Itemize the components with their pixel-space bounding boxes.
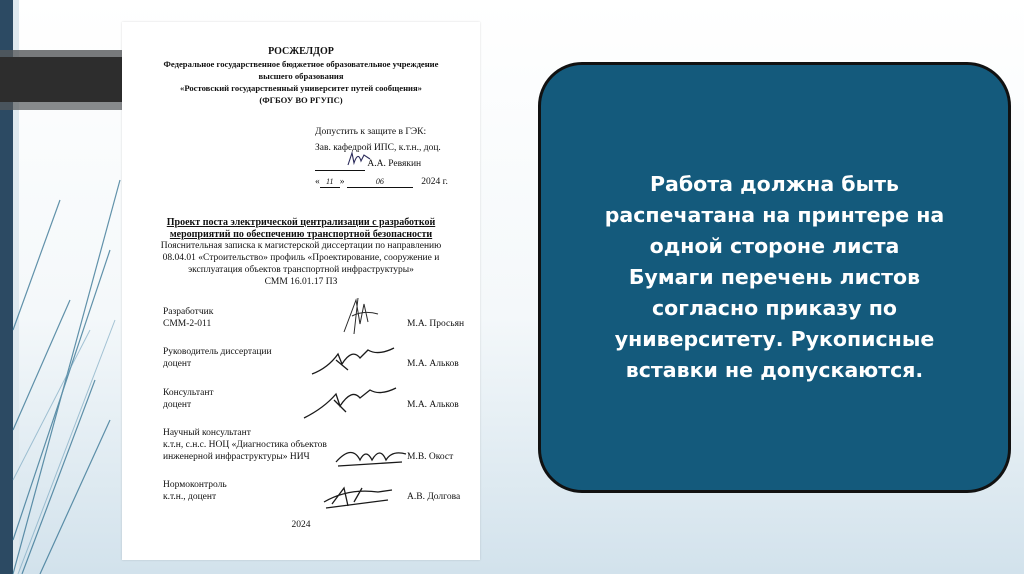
approval-line: Допустить к защите в ГЭК: (315, 127, 427, 137)
approval-line: Зав. кафедрой ИПС, к.т.н., доц. (315, 143, 441, 153)
doc-desc-line: СММ 16.01.17 ПЗ (264, 277, 338, 287)
signature-revyakin (344, 149, 374, 171)
doc-org: РОСЖЕЛДОР (268, 46, 334, 57)
callout-line: согласно приказу по (652, 296, 897, 320)
approval-date: « 11 » 06 2024 г. (315, 177, 448, 187)
doc-inst-line: «Ростовский государственный университет путей сообщения» (180, 83, 422, 93)
role-title: Научный консультант (163, 428, 251, 438)
callout-line: Работа должна быть (650, 172, 899, 196)
role-sub: доцент (163, 400, 192, 410)
doc-title-line: Проект поста электрической централизации с разработкой (166, 217, 436, 228)
date-month: 06 (347, 177, 413, 188)
document-page (122, 22, 480, 560)
signature-alkov-1 (308, 340, 398, 380)
role-sub: СММ-2-011 (163, 319, 212, 329)
signature-dolgova (318, 482, 398, 514)
approval-name: А.А. Ревякин (367, 159, 422, 169)
doc-inst-line: высшего образования (258, 71, 344, 81)
callout-line: Бумаги перечень листов (628, 265, 921, 289)
role-title: Нормоконтроль (163, 480, 227, 490)
callout-line: одной стороне листа (649, 234, 900, 258)
doc-title-line: мероприятий по обеспечению транспортной безопасности (169, 229, 433, 240)
role-name: А.В. Долгова (407, 492, 461, 502)
callout-line: вставки не допускаются. (625, 358, 924, 382)
date-year: 2024 г. (421, 177, 448, 187)
doc-desc-line: Пояснительная записка к магистерской диссертации по направлению (160, 241, 442, 251)
callout-box (538, 62, 1011, 493)
role-name: М.В. Окост (407, 452, 454, 462)
doc-inst-line: Федеральное государственное бюджетное образовательное учреждение (163, 59, 439, 69)
role-sub: к.т.н., доцент (163, 492, 217, 502)
doc-inst-line: (ФГБОУ ВО РГУПС) (259, 95, 343, 105)
callout-line: распечатана на принтере на (604, 203, 945, 227)
role-name: М.А. Альков (407, 400, 459, 410)
signature-alkov-2 (300, 378, 400, 422)
callout-text (565, 169, 985, 386)
role-title: Руководитель диссертации (163, 347, 272, 357)
decorative-lines (0, 0, 130, 574)
date-day: 11 (320, 177, 340, 188)
doc-year: 2024 (291, 520, 311, 530)
role-title: Консультант (163, 388, 214, 398)
role-name: М.А. Альков (407, 359, 459, 369)
signature-prosyan (334, 294, 384, 338)
role-sub: инженерной инфраструктуры» НИЧ (163, 452, 310, 462)
role-sub: к.т.н, с.н.с. НОЦ «Диагностика объектов (163, 440, 327, 450)
role-title: Разработчик (163, 307, 214, 317)
role-sub: доцент (163, 359, 192, 369)
doc-desc-line: 08.04.01 «Строительство» профиль «Проектирование, сооружение и (162, 253, 440, 263)
doc-desc-line: эксплуатация объектов транспортной инфраструктуры» (188, 265, 414, 275)
callout-line: университету. Рукописные (614, 327, 935, 351)
role-name: М.А. Просьян (407, 319, 465, 329)
signature-okost (332, 440, 410, 472)
